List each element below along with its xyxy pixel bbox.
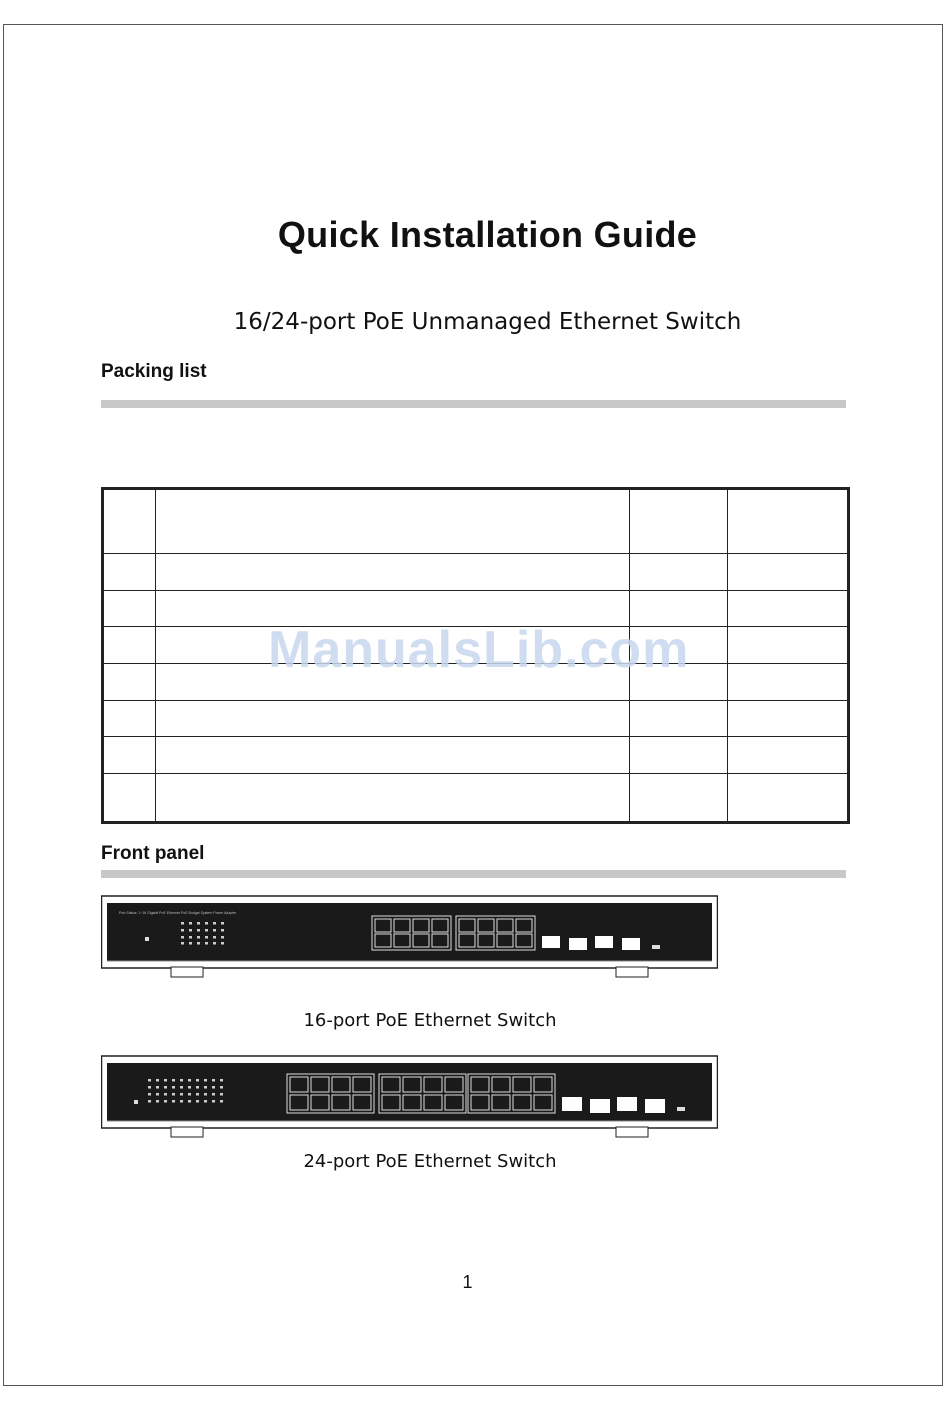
- page-subtitle: 16/24-port PoE Unmanaged Ethernet Switch: [233, 309, 742, 335]
- figure-caption-16-port: 16-port PoE Ethernet Switch: [303, 1010, 557, 1031]
- svg-text:Port Status: 1~16 Gigabit PoE: Port Status: 1~16 Gigabit PoE Ethernet PoE Budget System Power Adapter: [119, 911, 237, 915]
- section-heading-packing-list: Packing list: [101, 361, 207, 382]
- table-cell: [629, 489, 728, 554]
- figure-caption-24-port: 24-port PoE Ethernet Switch: [303, 1151, 557, 1172]
- page-title: Quick Installation Guide: [277, 214, 698, 255]
- table-cell: [103, 489, 156, 554]
- table-cell: [155, 489, 629, 554]
- table-row: [103, 774, 849, 823]
- switch-24-port-illustration: [101, 1055, 718, 1140]
- page-number: 1: [462, 1272, 473, 1292]
- table-row: [103, 737, 849, 774]
- section-heading-front-panel: Front panel: [101, 843, 205, 864]
- table-header-row: [103, 489, 849, 554]
- table-row: [103, 554, 849, 591]
- table-row: [103, 700, 849, 737]
- table-cell: [728, 489, 849, 554]
- section-rule: [101, 870, 846, 878]
- switch-16-port-illustration: [101, 895, 718, 980]
- watermark: ManualsLib.com: [268, 621, 690, 679]
- section-rule: [101, 400, 846, 408]
